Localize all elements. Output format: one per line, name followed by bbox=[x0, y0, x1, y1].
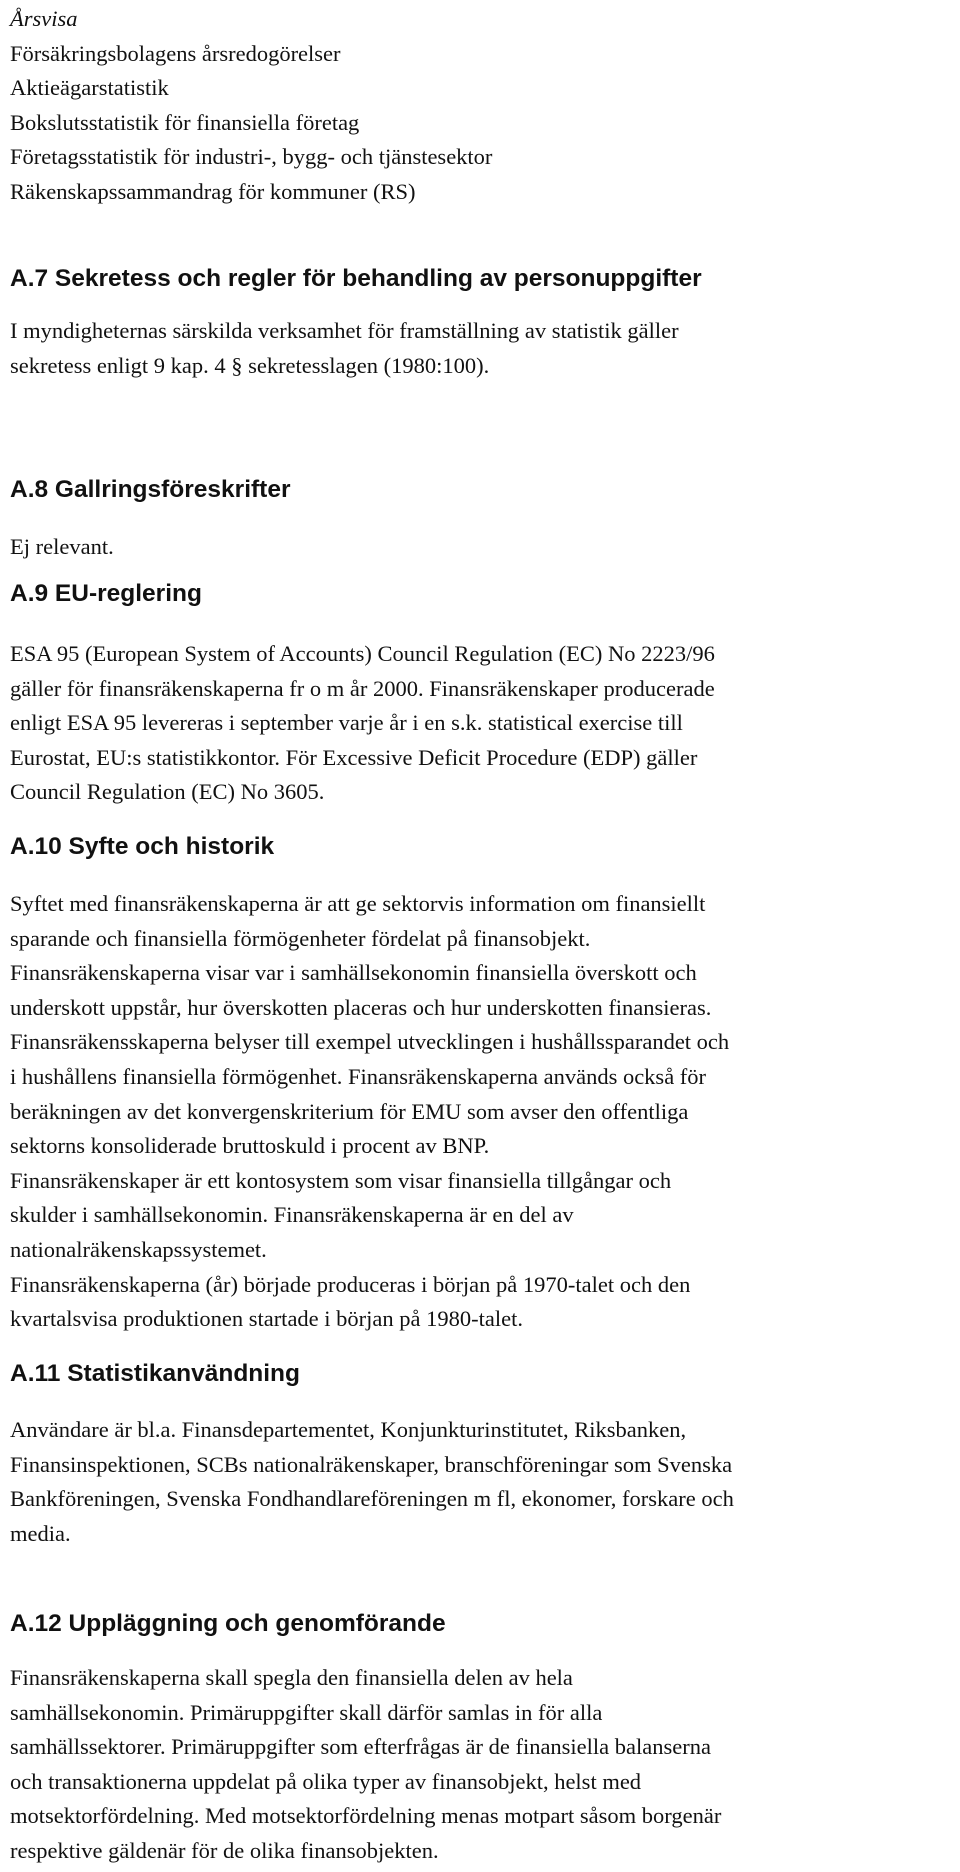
intro-line: Aktieägarstatistik bbox=[10, 75, 169, 101]
intro-list bbox=[10, 2, 492, 210]
section-heading-a12: A.12 Uppläggning och genomförande bbox=[10, 1610, 446, 1637]
section-body-a7 bbox=[10, 314, 679, 383]
body-line: gäller för finansräkenskaperna fr o m år 2000. Finansräkenskaper producerade bbox=[10, 675, 715, 701]
section-heading-a9: A.9 EU-reglering bbox=[10, 580, 202, 607]
body-line: skulder i samhällsekonomin. Finansräkenskaperna är en del av bbox=[10, 1202, 574, 1228]
body-line: Ej relevant. bbox=[10, 534, 114, 559]
section-heading-a10: A.10 Syfte och historik bbox=[10, 833, 275, 860]
intro-line: Räkenskapssammandrag för kommuner (RS) bbox=[10, 178, 416, 204]
section-body-a11 bbox=[10, 1413, 734, 1551]
section-body-a10 bbox=[10, 887, 729, 1337]
section-heading-a11: A.11 Statistikanvändning bbox=[10, 1360, 300, 1387]
body-line: Finansräkenskaperna visar var i samhällsekonomin finansiella överskott och bbox=[10, 960, 697, 986]
body-line: underskott uppstår, hur överskotten placeras och hur underskotten finansieras. bbox=[10, 994, 712, 1020]
body-line: Finansräkenskaperna (år) började produceras i början på 1970-talet och den bbox=[10, 1271, 691, 1297]
body-line: enligt ESA 95 levereras i september varje år i en s.k. statistical exercise till bbox=[10, 710, 683, 736]
body-line: respektive gäldenär för de olika finansobjekten. bbox=[10, 1837, 439, 1863]
body-line: beräkningen av det konvergenskriterium för EMU som avser den offentliga bbox=[10, 1098, 689, 1124]
body-line: i hushållens finansiella förmögenhet. Finansräkenskaperna används också för bbox=[10, 1063, 707, 1089]
body-line: Finansinspektionen, SCBs nationalräkenskaper, branschföreningar som Svenska bbox=[10, 1451, 733, 1477]
section-body-a12 bbox=[10, 1661, 721, 1869]
body-line: Finansräkenskaper är ett kontosystem som visar finansiella tillgångar och bbox=[10, 1167, 672, 1193]
intro-line: Försäkringsbolagens årsredogörelser bbox=[10, 40, 341, 66]
body-line: Syftet med finansräkenskaperna är att ge sektorvis information om finansiellt bbox=[10, 891, 706, 916]
body-line: media. bbox=[10, 1520, 71, 1546]
body-line: nationalräkenskapssystemet. bbox=[10, 1236, 267, 1262]
body-line: samhällssektorer. Primäruppgifter som efterfrågas är de finansiella balanserna bbox=[10, 1734, 711, 1760]
section-body-a9 bbox=[10, 637, 715, 810]
body-line: Finansräkensskaperna belyser till exempel utvecklingen i hushållssparandet och bbox=[10, 1029, 730, 1055]
section-heading-a7: A.7 Sekretess och regler för behandling av personuppgifter bbox=[10, 265, 702, 292]
section-body-a8 bbox=[10, 530, 114, 565]
body-line: Eurostat, EU:s statistikkontor. För Excessive Deficit Procedure (EDP) gäller bbox=[10, 744, 698, 770]
body-line: ESA 95 (European System of Accounts) Council Regulation (EC) No 2223/96 bbox=[10, 641, 715, 666]
intro-line: Företagsstatistik för industri-, bygg- och tjänstesektor bbox=[10, 144, 493, 170]
body-line: Council Regulation (EC) No 3605. bbox=[10, 779, 325, 805]
body-line: motsektorfördelning. Med motsektorfördelning menas motpart såsom borgenär bbox=[10, 1803, 722, 1829]
body-line: och transaktionerna uppdelat på olika typer av finansobjekt, helst med bbox=[10, 1768, 642, 1794]
intro-line: Årsvisa bbox=[10, 6, 78, 31]
section-heading-a8: A.8 Gallringsföreskrifter bbox=[10, 476, 291, 503]
body-line: kvartalsvisa produktionen startade i början på 1980-talet. bbox=[10, 1306, 523, 1332]
body-line: sekretess enligt 9 kap. 4 § sekretesslagen (1980:100). bbox=[10, 352, 490, 378]
body-line: Användare är bl.a. Finansdepartementet, Konjunkturinstitutet, Riksbanken, bbox=[10, 1417, 687, 1442]
body-line: I myndigheternas särskilda verksamhet för framställning av statistik gäller bbox=[10, 318, 679, 343]
body-line: sektorns konsoliderade bruttoskuld i procent av BNP. bbox=[10, 1133, 490, 1159]
body-line: samhällsekonomin. Primäruppgifter skall därför samlas in för alla bbox=[10, 1699, 603, 1725]
intro-line: Bokslutsstatistik för finansiella företag bbox=[10, 109, 360, 135]
body-line: Finansräkenskaperna skall spegla den finansiella delen av hela bbox=[10, 1665, 573, 1690]
body-line: sparande och finansiella förmögenheter fördelat på finansobjekt. bbox=[10, 925, 591, 951]
body-line: Bankföreningen, Svenska Fondhandlareföreningen m fl, ekonomer, forskare och bbox=[10, 1486, 734, 1512]
